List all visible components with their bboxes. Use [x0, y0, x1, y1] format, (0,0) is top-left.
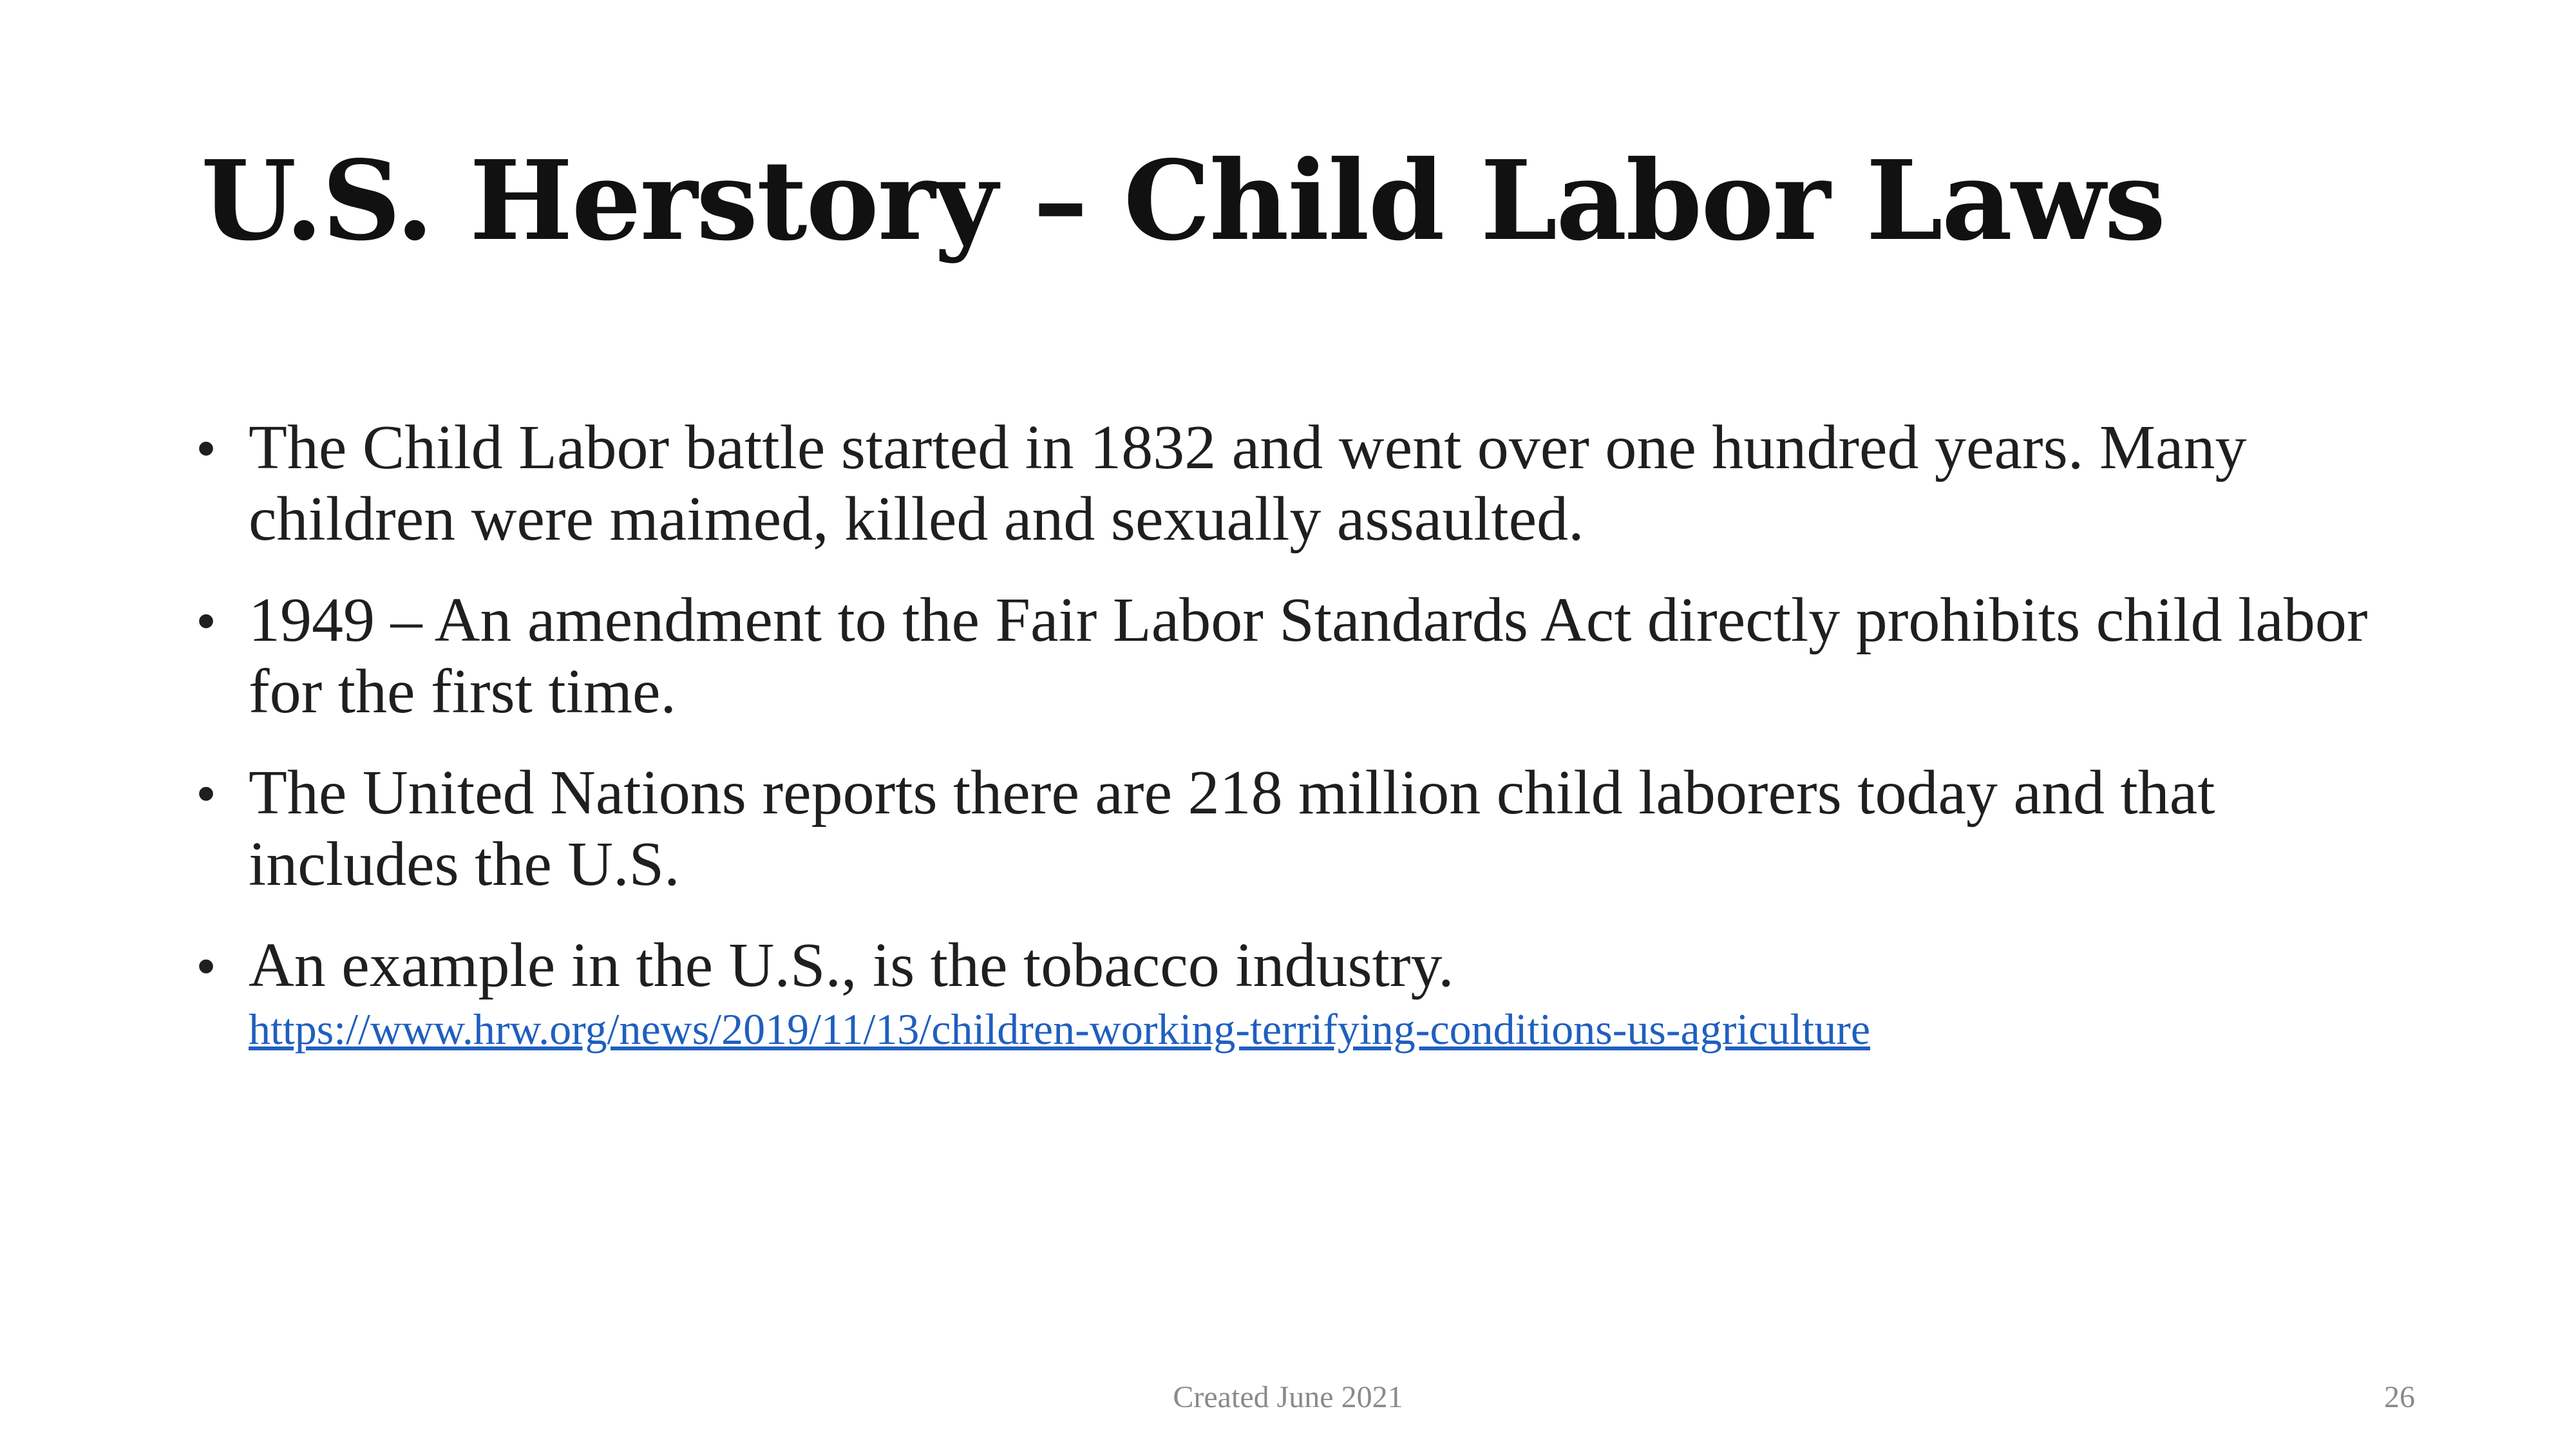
bullet-text: An example in the U.S., is the tobacco industry.	[249, 931, 1454, 1000]
bullet-text: The United Nations reports there are 218 million child laborers today and that includes the U.S.	[249, 758, 2215, 899]
slide-title: U.S. Herstory – Child Labor Laws	[201, 137, 2165, 265]
page-number: 26	[2384, 1380, 2415, 1414]
bullet-item	[197, 412, 2419, 555]
bullet-item	[197, 757, 2419, 900]
bullet-text: The Child Labor battle started in 1832 and went over one hundred years. Many children were maimed, killed and sexually assaulted.	[249, 413, 2247, 554]
bullet-item	[197, 585, 2419, 728]
bullet-list	[197, 412, 2419, 1086]
bullet-item	[197, 930, 2419, 1057]
bullet-text: 1949 – An amendment to the Fair Labor Standards Act directly prohibits child labor for the first time.	[249, 585, 2368, 726]
footer-date: Created June 2021	[1173, 1380, 1403, 1414]
bullet-marker: •	[197, 764, 216, 822]
bullet-marker: •	[197, 937, 216, 994]
hrw-article-link[interactable]: https://www.hrw.org/news/2019/11/13/children-working-terrifying-conditions-us-agriculture	[249, 1005, 1871, 1054]
bullet-marker: •	[197, 419, 216, 477]
bullet-marker: •	[197, 592, 216, 649]
